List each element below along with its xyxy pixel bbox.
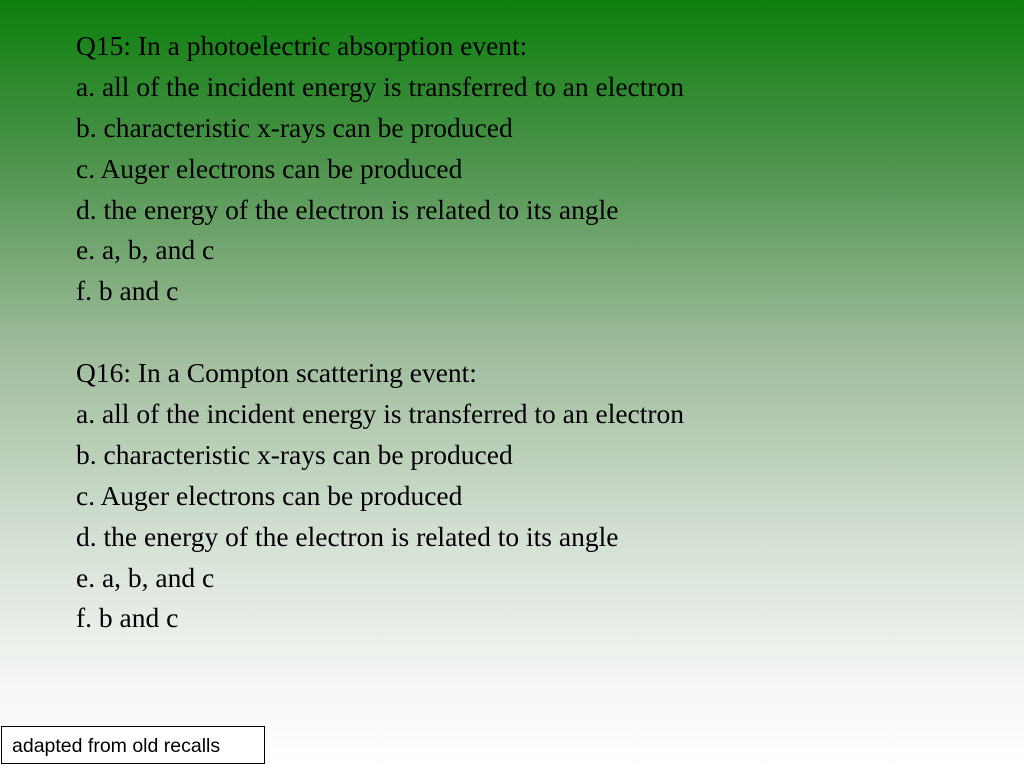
answer-option-e: e. a, b, and c (76, 234, 215, 266)
source-note: adapted from old recalls (1, 726, 265, 764)
question-q15 (76, 26, 1006, 312)
answer-option-d: d. the energy of the electron is related to its angle (76, 520, 619, 552)
answer-option-f: f. b and c (76, 275, 179, 307)
answer-option-d: d. the energy of the electron is related to its angle (76, 193, 619, 225)
answer-option-a: a. all of the incident energy is transferred to an electron (76, 398, 685, 430)
answer-option-e: e. a, b, and c (76, 561, 215, 593)
answer-option-a: a. all of the incident energy is transferred to an electron (76, 70, 685, 102)
question-spacer (76, 312, 1006, 353)
answer-option-b: b. characteristic x-rays can be produced (76, 438, 513, 470)
question-q16 (76, 353, 1006, 639)
answer-option-c: c. Auger electrons can be produced (76, 479, 463, 511)
answer-option-f: f. b and c (76, 602, 179, 634)
answer-option-b: b. characteristic x-rays can be produced (76, 111, 513, 143)
slide-content (76, 26, 1006, 639)
question-prompt: Q15: In a photoelectric absorption event: (76, 30, 528, 61)
question-prompt: Q16: In a Compton scattering event: (76, 357, 477, 389)
answer-option-c: c. Auger electrons can be produced (76, 152, 463, 184)
